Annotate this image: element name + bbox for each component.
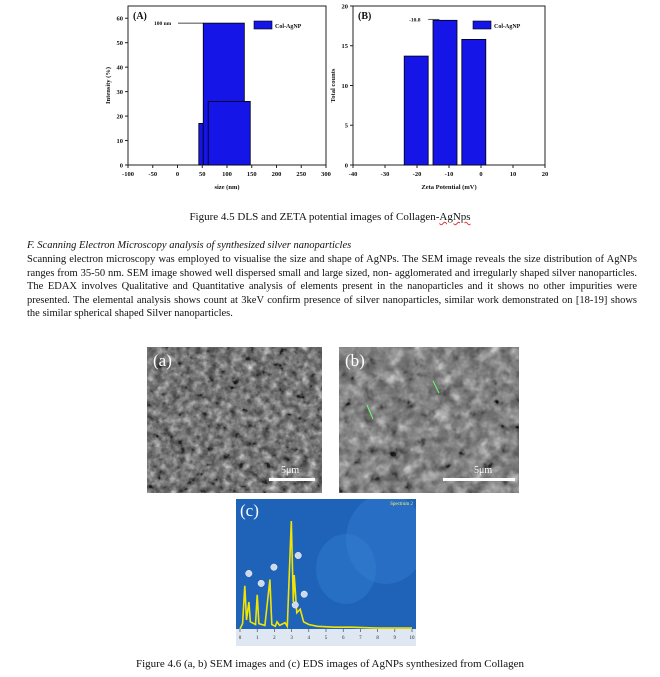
chart-b-ytick-label: 5 bbox=[344, 122, 348, 130]
chart-b-xtick-label: -10 bbox=[444, 171, 454, 178]
sem-a-scale-label: 5μm bbox=[281, 465, 300, 476]
chart-a-bar bbox=[208, 101, 250, 165]
sem-b-scale-bar bbox=[443, 478, 515, 481]
section-heading: F. Scanning Electron Microscopy analysis of synthesized silver nanoparticles bbox=[27, 240, 352, 251]
chart-b-bar bbox=[404, 56, 428, 165]
chart-a-ytick-label: 60 bbox=[116, 15, 123, 23]
chart-a-xtick-label: -50 bbox=[148, 171, 158, 178]
eds-xtick-label: 10 bbox=[409, 636, 415, 641]
figure-4-6-caption: Figure 4.6 (a, b) SEM images and (c) EDS images of AgNPs synthesized from Collagen bbox=[136, 658, 524, 670]
chart-b-legend-label: Col-AgNP bbox=[494, 24, 521, 30]
chart-a-ytick-label: 20 bbox=[116, 113, 123, 121]
chart-a-xtick-label: 200 bbox=[271, 171, 282, 178]
eds-element-marker bbox=[246, 570, 252, 576]
chart-a-xtick-label: 150 bbox=[246, 171, 257, 178]
figure-4-5 bbox=[103, 0, 558, 200]
chart-b-ytick-label: 0 bbox=[344, 162, 348, 170]
chart-b-xtick-label: -40 bbox=[348, 171, 358, 178]
eds-xtick-label: 2 bbox=[273, 636, 276, 641]
eds-spectrum-plot bbox=[236, 499, 416, 646]
chart-b-ytick-label: 15 bbox=[341, 43, 348, 51]
chart-a-xtick-label: 0 bbox=[175, 171, 180, 178]
eds-xtick-label: 8 bbox=[376, 636, 379, 641]
chart-a-xtick-label: 250 bbox=[296, 171, 307, 178]
eds-xtick-label: 3 bbox=[290, 636, 293, 641]
figure-4-5-caption bbox=[0, 211, 660, 223]
chart-a-legend-label: Col-AgNP bbox=[275, 24, 302, 30]
chart-a-ytick-label: 10 bbox=[116, 137, 123, 145]
chart-a-ytick-label: 50 bbox=[116, 39, 123, 47]
chart-a-ytick-label: 40 bbox=[116, 64, 123, 72]
eds-xtick-label: 4 bbox=[307, 636, 311, 641]
chart-a-ytick-label: 0 bbox=[119, 162, 123, 170]
chart-a-ylabel: Intensity (%) bbox=[105, 66, 112, 105]
eds-element-marker bbox=[271, 564, 277, 570]
chart-a-xtick-label: 50 bbox=[199, 171, 206, 178]
chart-a-xtick-label: 300 bbox=[321, 171, 331, 178]
eds-xtick-label: 5 bbox=[324, 636, 328, 641]
chart-b-xtick-label: -20 bbox=[412, 171, 422, 178]
figure-4-5-caption-underlined: AgNps bbox=[439, 211, 471, 223]
eds-xtick-label: 7 bbox=[359, 636, 362, 641]
sem-a-label: (a) bbox=[153, 351, 172, 370]
chart-b-panel-label: (B) bbox=[358, 11, 372, 22]
eds-element-marker bbox=[292, 602, 298, 608]
chart-a-bar bbox=[199, 123, 203, 165]
sem-image-a bbox=[147, 347, 322, 493]
sem-a-scale-bar bbox=[269, 478, 315, 481]
chart-b-ytick-label: 20 bbox=[341, 3, 348, 11]
sem-b-label: (b) bbox=[345, 351, 365, 370]
eds-element-marker bbox=[295, 552, 301, 558]
chart-a-xlabel: size (nm) bbox=[214, 184, 240, 191]
chart-b-ytick-label: 10 bbox=[341, 82, 348, 90]
eds-xtick-label: 1 bbox=[255, 636, 259, 641]
eds-element-marker bbox=[301, 591, 307, 597]
chart-a-ytick-label: 30 bbox=[116, 88, 123, 96]
chart-b-xtick-label: 0 bbox=[479, 171, 483, 178]
figure-4-5-caption-text: Figure 4.5 DLS and ZETA potential images of Collagen- bbox=[189, 211, 440, 223]
dls-zeta-charts bbox=[103, 0, 558, 200]
eds-c-label: (c) bbox=[240, 501, 259, 520]
sem-image-b bbox=[339, 347, 519, 493]
sem-b-scale-label: 5μm bbox=[474, 465, 493, 476]
eds-xtick-label: 6 bbox=[341, 636, 345, 641]
chart-a-annotation: 100 nm bbox=[154, 21, 172, 28]
chart-a-legend-swatch bbox=[254, 21, 272, 29]
chart-b-bar bbox=[462, 39, 486, 165]
chart-b-annotation: -10.8 bbox=[409, 17, 421, 24]
chart-b-xtick-label: 20 bbox=[541, 171, 549, 178]
chart-a-xtick-label: 100 bbox=[222, 171, 232, 178]
chart-b-xtick-label: -30 bbox=[380, 171, 390, 178]
chart-a-xtick-label: -100 bbox=[122, 171, 134, 178]
chart-b-xtick-label: 10 bbox=[509, 171, 517, 178]
chart-b-legend-swatch bbox=[473, 21, 491, 29]
eds-xtick-label: 9 bbox=[393, 636, 397, 641]
eds-spectrum-tag: Spectrum 2 bbox=[390, 502, 413, 507]
chart-b-ylabel: Total counts bbox=[330, 68, 337, 103]
chart-b-xlabel: Zeta Potential (mV) bbox=[421, 184, 477, 191]
eds-xtick-label: 0 bbox=[238, 636, 242, 641]
chart-a-panel-label: (A) bbox=[133, 11, 147, 22]
section-paragraph: Scanning electron microscopy was employed to visualise the size and shape of AgNPs. The SEM image reveals the size distribution of AgNPs ranges from 35-50 nm. SEM image showed well dispersed small and large sized, non- agglomerated and irregularly shaped silver nanoparticles. The EDAX involves Qualitative and Quantitative analysis of elements present in the nanoparticles and it shows no other impurities were presented. The elemental analysis shows count at 3keV confirm presence of silver nanoparticles, similar work demonstrated on [18-19] shows the similar spherical shaped Silver nanoparticles. bbox=[27, 254, 637, 320]
eds-element-marker bbox=[258, 580, 264, 586]
eds-spectrum-image bbox=[236, 499, 416, 646]
chart-b-bar bbox=[433, 20, 457, 165]
